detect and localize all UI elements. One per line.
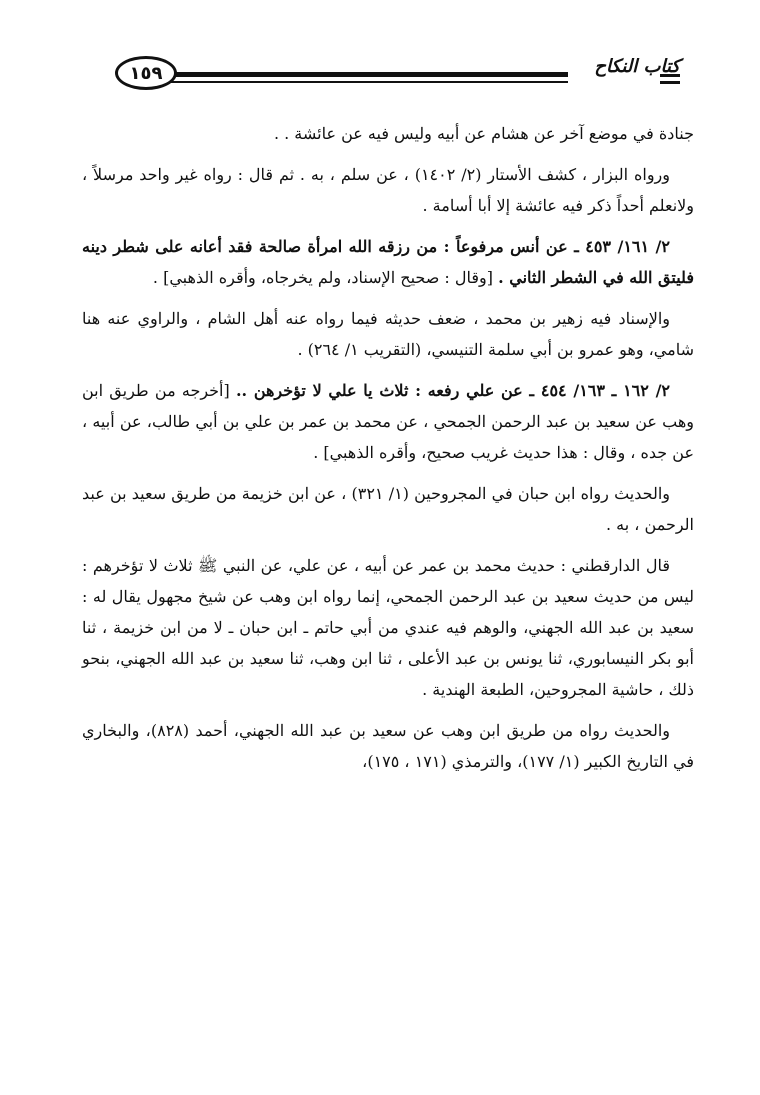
paragraph: والحديث رواه من طريق ابن وهب عن سعيد بن عبد الله الجهني، أحمد (٨٢٨)، والبخاري في التاريخ الكبير (١/ ١٧٧)، والترمذي (١٧١ ، ١٧٥)، xyxy=(82,721,694,771)
paragraph: قال الدارقطني : حديث محمد بن عمر عن أبيه ، عن علي، عن النبي ﷺ ثلاث لا تؤخرهم : ليس من حديث سعيد بن عبد الرحمن الجمحي، إنما رواه ابن وهب عن شيخ مجهول يقال له : سعيد بن عبد الله الجهني، والوهم فيه عندي من أبي حاتم ـ ابن حبان ـ لا من ابن خزيمة ، ثنا أبو بكر النيسابوري، ثنا يونس بن عبد الأعلى ، ثنا ابن وهب، ثنا سعيد بن عبد الله الجهني، بنحو ذلك ، حاشية المجروحين، الطبعة الهندية . xyxy=(82,556,694,699)
paragraph: والإسناد فيه زهير بن محمد ، ضعف حديثه فيما رواه عنه أهل الشام ، والراوي عنه هنا شامي، وهو عمرو بن أبي سلمة التنيسي، (التقريب ١/ ٢٦٤) . xyxy=(82,309,694,359)
hadith-text: ٢/ ١٦٢ ـ ١٦٣/ ٤٥٤ ـ عن علي رفعه : ثلاث يا علي لا تؤخرهن .. xyxy=(235,381,671,400)
hadith-entry: ٢/ ١٦١/ ٤٥٣ ـ عن أنس مرفوعاً : من رزقه الله امرأة صالحة فقد أعانه على شطر دينه فليتق الله في الشطر الثاني . [وقال : صحيح الإسناد، ولم يخرجاه، وأقره الذهبي] . xyxy=(82,237,694,287)
hadith-text: ٢/ ١٦١/ ٤٥٣ ـ عن أنس مرفوعاً : من رزقه الله امرأة صالحة فقد أعانه على شطر دينه فليتق الله في الشطر الثاني . xyxy=(82,237,694,287)
page-header xyxy=(95,50,680,102)
paragraph: ورواه البزار ، كشف الأستار (٢/ ١٤٠٢) ، عن سلم ، به . ثم قال : رواه غير واحد مرسلاً ، ولانعلم أحداً ذكر فيه عائشة إلا أبا أسامة . xyxy=(82,165,694,215)
page-number-badge xyxy=(115,56,177,90)
header-rule-thin xyxy=(167,81,568,83)
page-number: ١٥٩ xyxy=(129,62,163,84)
header-rule xyxy=(167,72,568,77)
paragraph: جنادة في موضع آخر عن هشام عن أبيه وليس فيه عن عائشة . . xyxy=(273,124,694,143)
hadith-entry: ٢/ ١٦٢ ـ ١٦٣/ ٤٥٤ ـ عن علي رفعه : ثلاث يا علي لا تؤخرهن .. [أخرجه من طريق ابن وهب عن سعيد بن عبد الرحمن الجمحي ، عن محمد بن عمر بن علي بن أبي طالب، عن أبيه ، عن جده ، وقال : هذا حديث غريب صحيح، وأقره الذهبي] . xyxy=(82,381,694,462)
page-body xyxy=(82,118,694,787)
chapter-title: كتاب النكاح xyxy=(594,56,680,77)
paragraph: والحديث رواه ابن حبان في المجروحين (١/ ٣٢١) ، عن ابن خزيمة من طريق سعيد بن عبد الرحمن ، به . xyxy=(82,484,694,534)
